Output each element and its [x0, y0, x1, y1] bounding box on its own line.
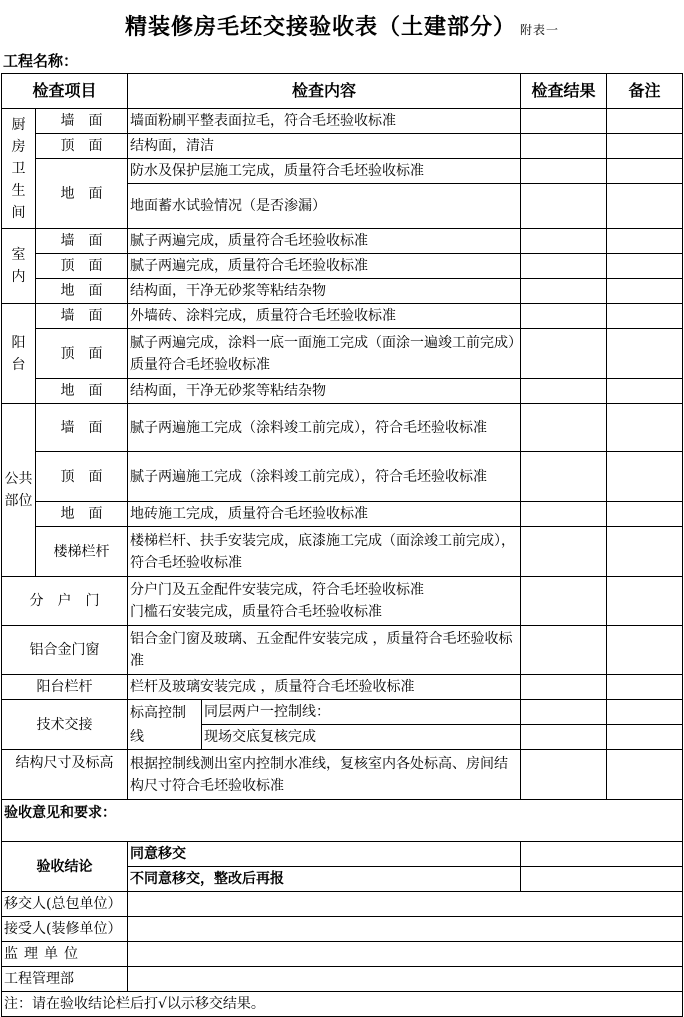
conclusion-disagree: 不同意移交，整改后再报	[128, 867, 521, 892]
result-cell[interactable]	[521, 577, 607, 626]
remark-cell[interactable]	[607, 527, 683, 577]
table-row	[2, 159, 683, 184]
sub-item: 标高控制 线	[128, 700, 202, 750]
sub-item: 顶 面	[36, 329, 128, 379]
content-cell: 根据控制线测出室内控制水准线，复核室内各处标高、房间结构尺寸符合毛坯验收标准	[128, 750, 521, 800]
remark-cell[interactable]	[607, 159, 683, 184]
conclusion-disagree-mark[interactable]	[521, 867, 683, 892]
signer-row	[2, 942, 683, 967]
item-label: 技术交接	[2, 700, 128, 750]
result-cell[interactable]	[521, 502, 607, 527]
category-kitchen: 厨 房 卫 生 间	[2, 109, 36, 229]
content-cell: 地砖施工完成，质量符合毛坯验收标准	[128, 502, 521, 527]
remark-cell[interactable]	[607, 134, 683, 159]
table-row	[2, 527, 683, 577]
content-cell: 腻子两遍完成，涂料一底一面施工完成（面涂一遍竣工前完成）质量符合毛坯验收标准	[128, 329, 521, 379]
item-label: 结构尺寸及标高	[2, 750, 128, 800]
project-name-label: 工程名称：	[3, 52, 79, 70]
table-row	[2, 379, 683, 404]
table-row	[2, 134, 683, 159]
content-cell: 同层两户一控制线：	[202, 700, 521, 725]
table-row	[2, 229, 683, 254]
result-cell[interactable]	[521, 725, 607, 750]
sub-item: 墙 面	[36, 404, 128, 452]
table-row	[2, 750, 683, 800]
form-title: 精装修房毛坯交接验收表（土建部分） 附表一	[124, 14, 560, 40]
table-row	[2, 109, 683, 134]
conclusion-agree-mark[interactable]	[521, 842, 683, 867]
header-row	[2, 74, 683, 109]
table-row	[2, 279, 683, 304]
remark-cell[interactable]	[607, 229, 683, 254]
remark-cell[interactable]	[607, 502, 683, 527]
content-cell: 腻子两遍完成，质量符合毛坯验收标准	[128, 254, 521, 279]
conclusion-row	[2, 842, 683, 867]
header-remark: 备注	[607, 74, 683, 109]
sub-item: 顶 面	[36, 254, 128, 279]
result-cell[interactable]	[521, 700, 607, 725]
title-suffix: 附表一	[520, 23, 560, 37]
header-content: 检查内容	[128, 74, 521, 109]
category-public: 公共 部位	[2, 404, 36, 577]
signer-dept-field[interactable]	[128, 967, 683, 992]
sub-item: 顶 面	[36, 452, 128, 502]
remark-cell[interactable]	[607, 675, 683, 700]
content-cell: 现场交底复核完成	[202, 725, 521, 750]
footnote: 注：请在验收结论栏后打√以示移交结果。	[2, 992, 683, 1017]
remark-cell[interactable]	[607, 404, 683, 452]
remark-cell[interactable]	[607, 725, 683, 750]
content-cell: 结构面，干净无砂浆等粘结杂物	[128, 279, 521, 304]
item-label: 阳台栏杆	[2, 675, 128, 700]
table-row	[2, 304, 683, 329]
sub-item: 地 面	[36, 502, 128, 527]
table-row	[2, 452, 683, 502]
header-item: 检查项目	[2, 74, 128, 109]
signer-row	[2, 967, 683, 992]
remark-cell[interactable]	[607, 304, 683, 329]
signer-receiver-field[interactable]	[128, 917, 683, 942]
content-cell: 腻子两遍完成，质量符合毛坯验收标准	[128, 229, 521, 254]
content-cell: 地面蓄水试验情况（是否渗漏）	[128, 184, 521, 229]
signer-row	[2, 917, 683, 942]
result-cell[interactable]	[521, 279, 607, 304]
signer-dept: 工程管理部	[2, 967, 128, 992]
remark-cell[interactable]	[607, 700, 683, 725]
content-cell: 铝合金门窗及玻璃、五金配件安装完成 ，质量符合毛坯验收标准	[128, 626, 521, 675]
signer-supervisor: 监理单位	[2, 942, 128, 967]
content-cell: 结构面，清洁	[128, 134, 521, 159]
result-cell[interactable]	[521, 184, 607, 229]
remark-cell[interactable]	[607, 184, 683, 229]
sub-item: 地 面	[36, 379, 128, 404]
result-cell[interactable]	[521, 329, 607, 379]
conclusion-label: 验收结论	[2, 842, 128, 892]
sub-item: 墙 面	[36, 304, 128, 329]
table-row	[2, 700, 683, 725]
result-cell[interactable]	[521, 527, 607, 577]
remark-cell[interactable]	[607, 254, 683, 279]
signer-supervisor-field[interactable]	[128, 942, 683, 967]
result-cell[interactable]	[521, 626, 607, 675]
sub-item: 墙 面	[36, 229, 128, 254]
content-cell: 栏杆及玻璃安装完成 ，质量符合毛坯验收标准	[128, 675, 521, 700]
result-cell[interactable]	[521, 229, 607, 254]
table-row	[2, 675, 683, 700]
signer-transferor-field[interactable]	[128, 892, 683, 917]
remark-cell[interactable]	[607, 279, 683, 304]
result-cell[interactable]	[521, 134, 607, 159]
table-row	[2, 254, 683, 279]
result-cell[interactable]	[521, 675, 607, 700]
result-cell[interactable]	[521, 379, 607, 404]
remark-cell[interactable]	[607, 329, 683, 379]
table-row	[2, 404, 683, 452]
result-cell[interactable]	[521, 109, 607, 134]
sub-item: 墙 面	[36, 109, 128, 134]
item-label: 铝合金门窗	[2, 626, 128, 675]
item-label: 分 户 门	[2, 577, 128, 626]
note-row	[2, 992, 683, 1017]
sub-item: 楼梯栏杆	[36, 527, 128, 577]
signer-row	[2, 892, 683, 917]
sub-item: 顶 面	[36, 134, 128, 159]
category-balcony: 阳 台	[2, 304, 36, 404]
content-cell: 分户门及五金配件安装完成，符合毛坯验收标准 门槛石安装完成，质量符合毛坯验收标准	[128, 577, 521, 626]
content-cell: 墙面粉刷平整表面拉毛，符合毛坯验收标准	[128, 109, 521, 134]
header-result: 检查结果	[521, 74, 607, 109]
remark-cell[interactable]	[607, 452, 683, 502]
inspection-table	[1, 73, 683, 1017]
signer-receiver: 接受人(装修单位）	[2, 917, 128, 942]
signer-transferor: 移交人(总包单位）	[2, 892, 128, 917]
opinion-label: 验收意见和要求：	[2, 800, 683, 842]
remark-cell[interactable]	[607, 109, 683, 134]
remark-cell[interactable]	[607, 379, 683, 404]
result-cell[interactable]	[521, 159, 607, 184]
result-cell[interactable]	[521, 750, 607, 800]
content-cell: 腻子两遍施工完成（涂料竣工前完成），符合毛坯验收标准	[128, 404, 521, 452]
conclusion-agree: 同意移交	[128, 842, 521, 867]
table-row	[2, 502, 683, 527]
result-cell[interactable]	[521, 404, 607, 452]
content-cell: 结构面，干净无砂浆等粘结杂物	[128, 379, 521, 404]
remark-cell[interactable]	[607, 577, 683, 626]
result-cell[interactable]	[521, 452, 607, 502]
sub-item: 地 面	[36, 279, 128, 304]
remark-cell[interactable]	[607, 750, 683, 800]
sub-item: 地 面	[36, 159, 128, 229]
result-cell[interactable]	[521, 254, 607, 279]
content-cell: 腻子两遍施工完成（涂料竣工前完成），符合毛坯验收标准	[128, 452, 521, 502]
table-row	[2, 626, 683, 675]
content-cell: 楼梯栏杆、扶手安装完成，底漆施工完成（面涂竣工前完成），符合毛坯验收标准	[128, 527, 521, 577]
category-indoor: 室 内	[2, 229, 36, 304]
remark-cell[interactable]	[607, 626, 683, 675]
content-cell: 防水及保护层施工完成，质量符合毛坯验收标准	[128, 159, 521, 184]
table-row	[2, 329, 683, 379]
content-cell: 外墙砖、涂料完成，质量符合毛坯验收标准	[128, 304, 521, 329]
opinion-row	[2, 800, 683, 842]
table-row	[2, 577, 683, 626]
result-cell[interactable]	[521, 304, 607, 329]
